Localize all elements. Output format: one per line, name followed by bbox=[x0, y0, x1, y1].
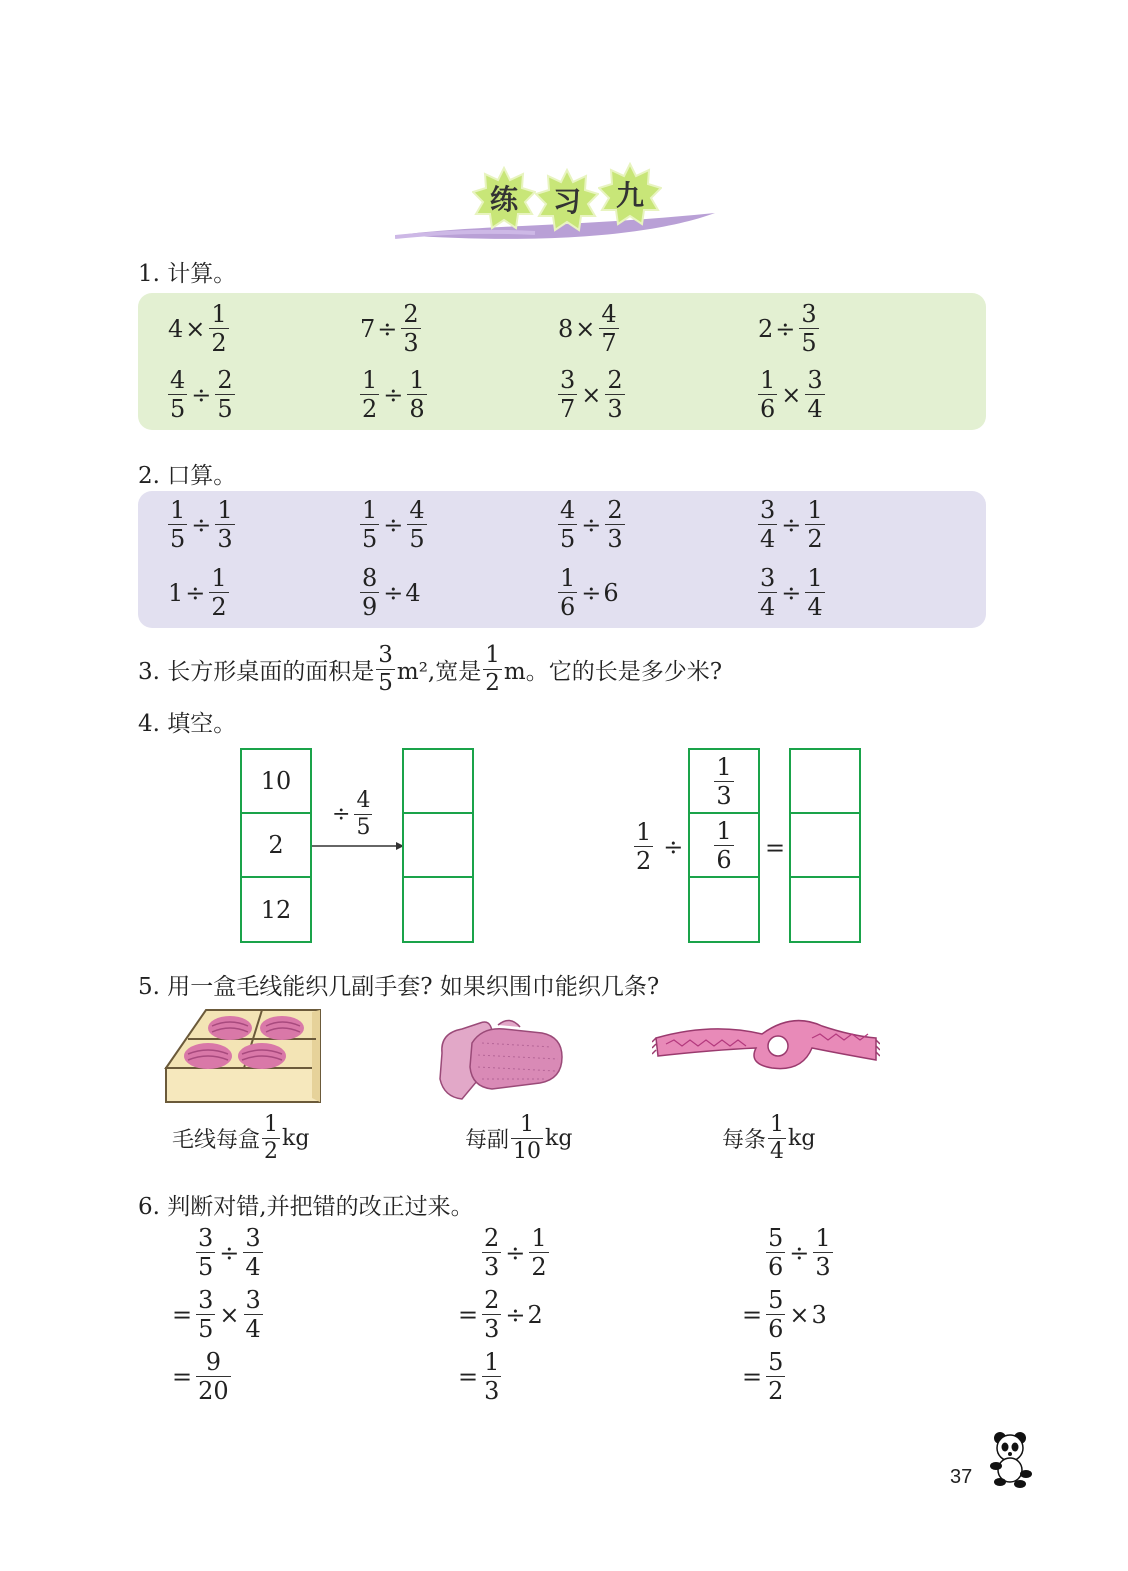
title-char-3: 九 bbox=[615, 179, 644, 212]
q6-col2-line1: $\frac{2}{3}$ ÷ $\frac{1}{2}$ bbox=[484, 1224, 547, 1281]
q4-left-cell-1: 10 bbox=[240, 748, 312, 814]
q1-expr-1: 4 × $\frac{1}{2}$ bbox=[168, 300, 227, 357]
title-char-1: 练 bbox=[489, 183, 518, 216]
gloves-illustration bbox=[432, 1013, 567, 1101]
title-char-2: 习 bbox=[552, 185, 581, 218]
q2-expr-3: $\frac{4}{5}$ ÷ $\frac{2}{3}$ bbox=[560, 496, 623, 553]
title-star-3 bbox=[598, 162, 662, 226]
q4-divisor-cell-3[interactable] bbox=[688, 876, 760, 943]
q2-expr-6: $\frac{8}{9}$ ÷ 4 bbox=[362, 564, 421, 621]
question-2-label: 2. 口算。 bbox=[138, 463, 237, 489]
q6-col1-line2: = $\frac{3}{5}$ × $\frac{3}{4}$ bbox=[172, 1286, 261, 1343]
question-1-label: 1. 计算。 bbox=[138, 261, 237, 287]
q4-equals: = bbox=[765, 834, 786, 862]
question-5-label: 5. 用一盒毛线能织几副手套? 如果织围巾能织几条? bbox=[138, 974, 660, 1000]
q5-caption-3: 每条 $\frac{1}{4}$ kg bbox=[722, 1112, 816, 1164]
q4-answer-cell-2[interactable] bbox=[402, 812, 474, 878]
panda-icon bbox=[986, 1430, 1036, 1488]
question-3: 3. 长方形桌面的面积是 $\frac{3}{5}$ m²,宽是 $\frac{1}{2}$ m。它的长是多少米? bbox=[138, 642, 723, 696]
q4-answer-cell-1[interactable] bbox=[402, 748, 474, 814]
q2-expr-4: $\frac{3}{4}$ ÷ $\frac{1}{2}$ bbox=[760, 496, 823, 553]
q4-left-cell-2: 2 bbox=[240, 812, 312, 878]
q6-col1-line3: = $\frac{9}{20}$ bbox=[172, 1348, 229, 1405]
q6-col3-line1: $\frac{5}{6}$ ÷ $\frac{1}{3}$ bbox=[768, 1224, 831, 1281]
scarf-illustration bbox=[652, 1008, 880, 1076]
q4-left-cell-3: 12 bbox=[240, 876, 312, 943]
q4-arrow bbox=[312, 840, 404, 852]
q2-expr-8: $\frac{3}{4}$ ÷ $\frac{1}{4}$ bbox=[760, 564, 823, 621]
q5-caption-1: 毛线每盒 $\frac{1}{2}$ kg bbox=[172, 1112, 310, 1164]
q4-result-cell-1[interactable] bbox=[789, 748, 861, 814]
q1-expr-5: $\frac{4}{5}$ ÷ $\frac{2}{5}$ bbox=[170, 366, 233, 423]
q1-expr-6: $\frac{1}{2}$ ÷ $\frac{1}{8}$ bbox=[362, 366, 425, 423]
q6-col2-line3: = $\frac{1}{3}$ bbox=[458, 1348, 500, 1405]
title-star-2 bbox=[535, 168, 599, 232]
title-star-1 bbox=[472, 166, 536, 230]
q4-answer-cell-3[interactable] bbox=[402, 876, 474, 943]
yarn-box-illustration bbox=[162, 1008, 324, 1106]
q6-col3-line2: = $\frac{5}{6}$ × 3 bbox=[742, 1286, 827, 1343]
q1-expr-3: 8 × $\frac{4}{7}$ bbox=[558, 300, 617, 357]
q6-col2-line2: = $\frac{2}{3}$ ÷ 2 bbox=[458, 1286, 543, 1343]
q4-result-cell-3[interactable] bbox=[789, 876, 861, 943]
q6-col1-line1: $\frac{3}{5}$ ÷ $\frac{3}{4}$ bbox=[198, 1224, 261, 1281]
q2-expr-1: $\frac{1}{5}$ ÷ $\frac{1}{3}$ bbox=[170, 496, 233, 553]
question-6-label: 6. 判断对错,并把错的改正过来。 bbox=[138, 1194, 474, 1220]
q6-col3-line3: = $\frac{5}{2}$ bbox=[742, 1348, 784, 1405]
q2-expr-7: $\frac{1}{6}$ ÷ 6 bbox=[560, 564, 619, 621]
q4-right-lhs: $\frac{1}{2}$ ÷ bbox=[636, 818, 684, 875]
page-number: 37 bbox=[950, 1466, 973, 1488]
q5-caption-2: 每副 $\frac{1}{10}$ kg bbox=[465, 1112, 573, 1164]
q4-divisor-cell-1: $\frac{1}{3}$ bbox=[688, 748, 760, 814]
q4-operator: ÷ $\frac{4}{5}$ bbox=[332, 788, 371, 840]
q2-expr-2: $\frac{1}{5}$ ÷ $\frac{4}{5}$ bbox=[362, 496, 425, 553]
question-4-label: 4. 填空。 bbox=[138, 711, 237, 737]
q1-expr-7: $\frac{3}{7}$ × $\frac{2}{3}$ bbox=[560, 366, 623, 423]
q1-expr-8: $\frac{1}{6}$ × $\frac{3}{4}$ bbox=[760, 366, 823, 423]
q1-expr-4: 2 ÷ $\frac{3}{5}$ bbox=[758, 300, 817, 357]
q1-expr-2: 7 ÷ $\frac{2}{3}$ bbox=[360, 300, 419, 357]
q4-result-cell-2[interactable] bbox=[789, 812, 861, 878]
q4-divisor-cell-2: $\frac{1}{6}$ bbox=[688, 812, 760, 878]
q2-expr-5: 1 ÷ $\frac{1}{2}$ bbox=[168, 564, 227, 621]
